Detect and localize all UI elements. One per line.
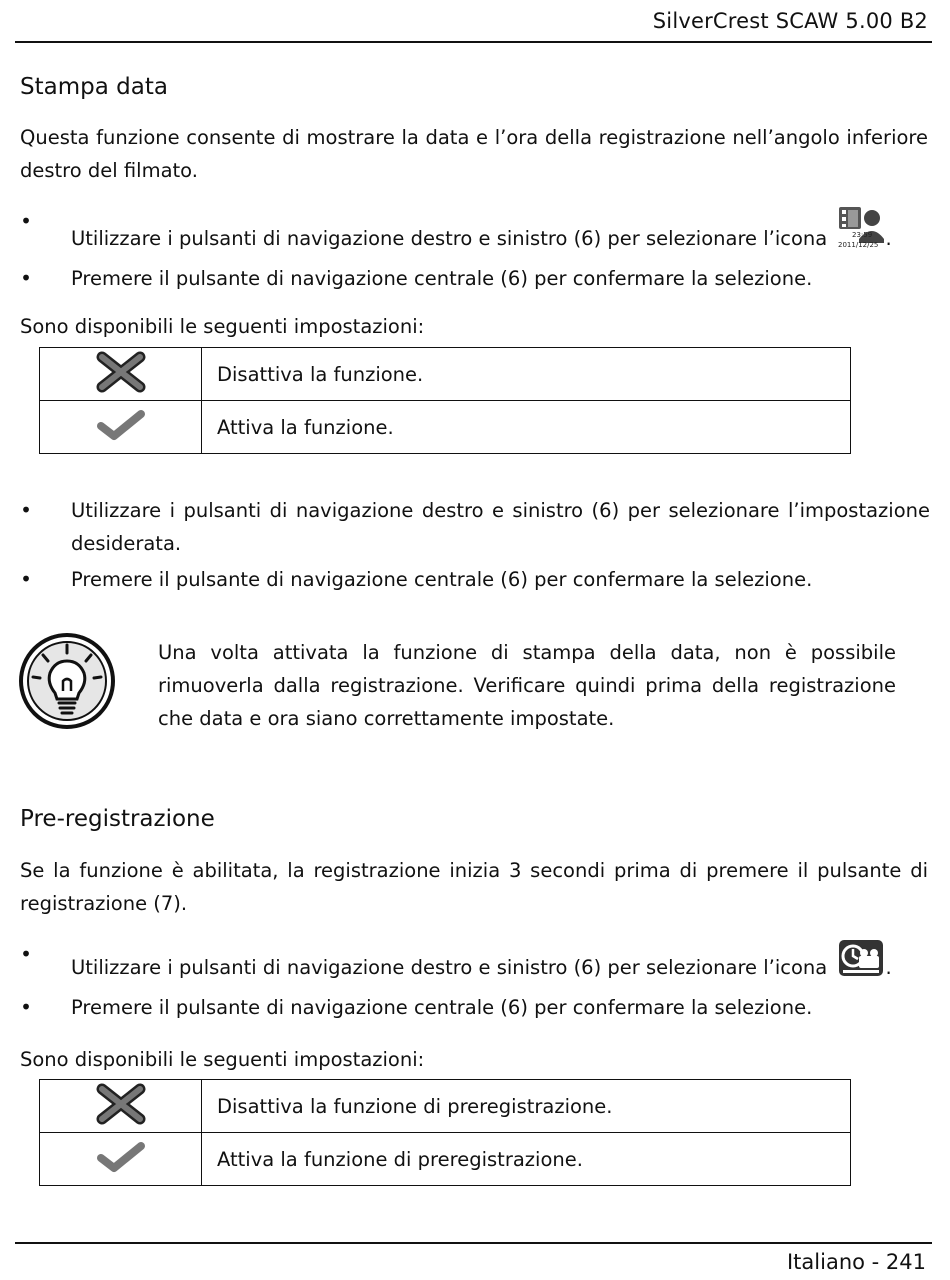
list-item [20,563,930,596]
bullet-list-pre-recording [20,938,930,1027]
list-item-text: Utilizzare i pulsanti di navigazione destro e sinistro (6) per selezionare l’icona [71,227,828,250]
bullet-dot: • [20,266,32,290]
date-stamp-icon-date: 2011/12/25 [838,241,879,249]
bullet-dot: • [20,498,32,522]
section-heading-date-stamp: Stampa data [20,74,168,100]
footer-rule [15,1242,932,1244]
list-item [20,494,930,560]
section-intro-pre-recording: Se la funzione è abilitata, la registrazione inizia 3 secondi prima di premere il pulsante di registrazione (7). [20,859,928,915]
list-item-text: Utilizzare i pulsanti di navigazione destro e sinistro (6) per selezionare l’icona [71,956,828,979]
list-item-text: Premere il pulsante di navigazione centrale (6) per confermare la selezione. [71,267,813,290]
table-cell-label: Disattiva la funzione. [202,348,851,401]
document-header-title: SilverCrest SCAW 5.00 B2 [652,9,928,33]
bullet-dot: • [20,995,32,1019]
table-cell-label: Attiva la funzione di preregistrazione. [202,1133,851,1186]
settings-table-date-stamp [39,347,851,454]
trailing-period: . [885,227,892,250]
check-icon [96,1140,146,1174]
table-cell-icon [40,401,202,454]
list-item-text: Premere il pulsante di navigazione centrale (6) per confermare la selezione. [71,996,813,1019]
cross-icon [96,1083,146,1125]
date-stamp-icon [837,205,885,259]
table-cell-icon [40,348,202,401]
check-icon [96,408,146,442]
bullet-dot: • [20,567,32,591]
list-item [20,938,930,988]
list-item [20,205,930,259]
cross-icon [96,351,146,393]
list-item-text: Premere il pulsante di navigazione centrale (6) per confermare la selezione. [71,568,813,591]
note-text: Una volta attivata la funzione di stampa della data, non è possibile rimuoverla dalla registrazione. Verificare quindi prima della registrazione che data e ora siano correttamente impostate. [158,641,896,730]
section-intro-date-stamp: Questa funzione consente di mostrare la data e l’ora della registrazione nell’angolo inferiore destro del filmato. [20,126,928,182]
header-rule [15,41,932,43]
settings-caption: Sono disponibili le seguenti impostazioni: [20,315,425,338]
list-item [20,991,930,1024]
bullet-list-date-stamp [20,205,930,298]
table-row [40,401,851,454]
settings-caption: Sono disponibili le seguenti impostazioni: [20,1048,425,1071]
table-cell-icon [40,1133,202,1186]
lightbulb-icon [17,631,117,735]
section-heading-pre-recording: Pre-registrazione [20,806,215,832]
pre-recording-icon [837,938,885,988]
table-row [40,1133,851,1186]
page-number: Italiano - 241 [786,1250,926,1274]
trailing-period: . [885,956,892,979]
table-row [40,348,851,401]
bullet-list-date-stamp-settings [20,494,930,599]
bullet-dot: • [20,942,32,966]
table-cell-label: Attiva la funzione. [202,401,851,454]
bullet-dot: • [20,209,32,233]
list-item-text: Utilizzare i pulsanti di navigazione destro e sinistro (6) per selezionare l’impostazione desiderata. [71,499,930,555]
settings-table-pre-recording [39,1079,851,1186]
date-stamp-icon-time: 23:59 [852,231,873,239]
table-cell-label: Disattiva la funzione di preregistrazione. [202,1080,851,1133]
table-cell-icon [40,1080,202,1133]
list-item [20,262,930,295]
table-row [40,1080,851,1133]
